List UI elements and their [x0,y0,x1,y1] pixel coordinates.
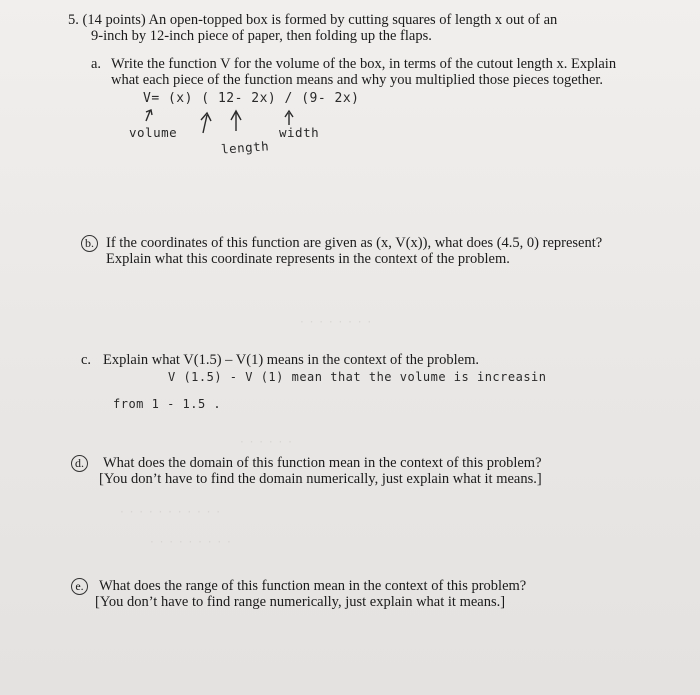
handwritten-length-label: length [220,138,270,157]
part-d-line-2: [You don’t have to find the domain numerically, just explain what it means.] [99,471,542,487]
part-c-label: c. [81,352,92,368]
part-b-line-1: If the coordinates of this function are given as (x, V(x)), what does (4.5, 0) represent? [106,235,603,251]
handwritten-volume-label: volume [129,125,178,140]
part-b-label [81,234,100,252]
bleed-through-mark: · · · · · · · · · · · [120,505,222,519]
part-c-line-1: Explain what V(1.5) – V(1) means in the context of the problem. [103,352,479,368]
question-header-line-1: 5. (14 points) An open-topped box is formed by cutting squares of length x out of an [68,12,558,28]
part-a-line-2: what each piece of the function means and why you multiplied those pieces together. [111,72,604,88]
part-e-line-1: What does the range of this function mean in the context of this problem? [99,578,527,594]
bleed-through-mark: · · · · · · · · [300,315,373,329]
part-b-circled-letter: b. [81,235,98,252]
part-d-label [71,454,90,472]
question-header-line-2: 9-inch by 12-inch piece of paper, then folding up the flaps. [91,28,432,44]
part-e-circled-letter: e. [71,578,88,595]
part-b-line-2: Explain what this coordinate represents in the context of the problem. [106,251,510,267]
handwritten-answer-c-line-1: V (1.5) - V (1) mean that the volume is increasin [168,370,547,384]
bleed-through-mark: · · · · · · · · · [150,535,232,549]
handwritten-answer-c-line-2: from 1 - 1.5 . [113,397,222,411]
part-a-label: a. [91,56,102,72]
part-d-line-1: What does the domain of this function mean in the context of this problem? [103,455,542,471]
part-e-label [71,577,90,595]
part-e-line-2: [You don’t have to find range numerically, just explain what it means.] [95,594,506,610]
part-a-line-1: Write the function V for the volume of the box, in terms of the cutout length x. Explain [111,56,617,72]
part-d-circled-letter: d. [71,455,88,472]
handwritten-width-label: width [279,125,320,140]
handwritten-formula: V= (x) ( 12- 2x) / (9- 2x) [143,91,360,106]
bleed-through-mark: · · · · · · [240,435,293,449]
